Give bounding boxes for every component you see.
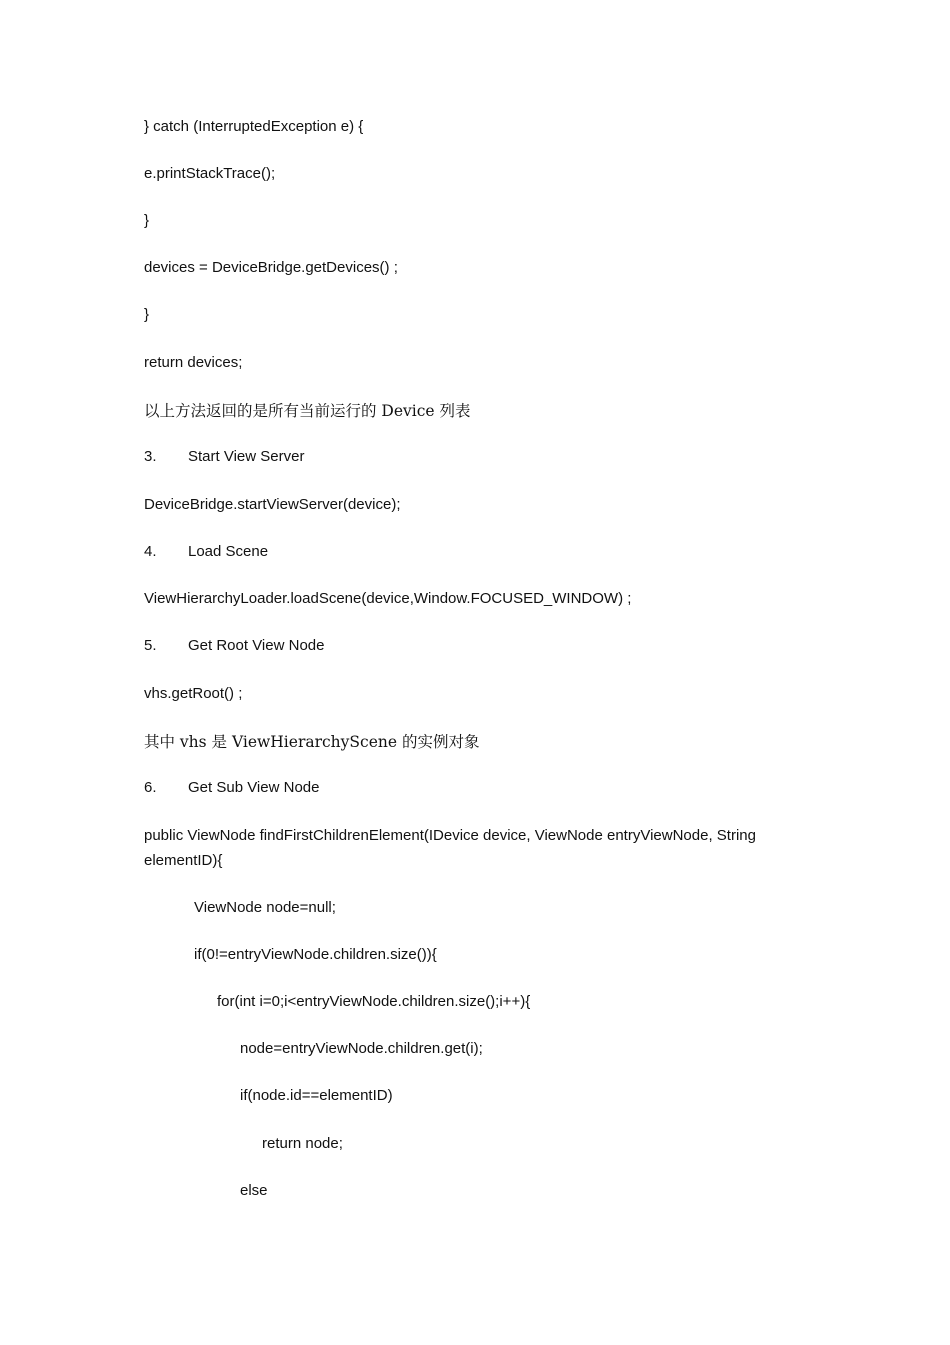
- code-line: }: [144, 306, 150, 323]
- step-title: Get Root View Node: [188, 637, 325, 654]
- step-title: Load Scene: [188, 543, 269, 560]
- code-line: return node;: [262, 1135, 343, 1152]
- code-line: }: [144, 212, 150, 229]
- step-number: 4.: [144, 543, 157, 560]
- step-heading: [144, 447, 304, 467]
- code-line: vhs.getRoot() ;: [144, 685, 243, 702]
- description-text: 以上方法返回的是所有当前运行的 Device 列表: [144, 402, 471, 420]
- code-line: ViewHierarchyLoader.loadScene(device,Window.FOCUSED_WINDOW) ;: [144, 590, 632, 607]
- code-line: DeviceBridge.startViewServer(device);: [144, 496, 401, 513]
- step-number: 3.: [144, 448, 157, 465]
- code-line: return devices;: [144, 354, 243, 371]
- step-heading: [144, 778, 319, 798]
- code-line: if(node.id==elementID): [240, 1087, 393, 1104]
- code-line: ViewNode node=null;: [194, 899, 336, 916]
- code-line: for(int i=0;i<entryViewNode.children.size();i++){: [217, 993, 531, 1010]
- code-line: node=entryViewNode.children.get(i);: [240, 1040, 483, 1057]
- code-line: } catch (InterruptedException e) {: [144, 118, 364, 135]
- step-title: Get Sub View Node: [188, 779, 320, 796]
- step-number: 6.: [144, 779, 157, 796]
- step-number: 5.: [144, 637, 157, 654]
- step-title: Start View Server: [188, 448, 305, 465]
- code-line: devices = DeviceBridge.getDevices() ;: [144, 259, 398, 276]
- description-text: 其中 vhs 是 ViewHierarchyScene 的实例对象: [144, 733, 480, 751]
- code-line: public ViewNode findFirstChildrenElement(IDevice device, ViewNode entryViewNode, String elementID){: [144, 827, 756, 869]
- step-heading: [144, 636, 324, 656]
- code-line: else: [240, 1182, 268, 1199]
- step-heading: [144, 542, 268, 562]
- code-line: e.printStackTrace();: [144, 165, 276, 182]
- code-line: if(0!=entryViewNode.children.size()){: [194, 946, 437, 963]
